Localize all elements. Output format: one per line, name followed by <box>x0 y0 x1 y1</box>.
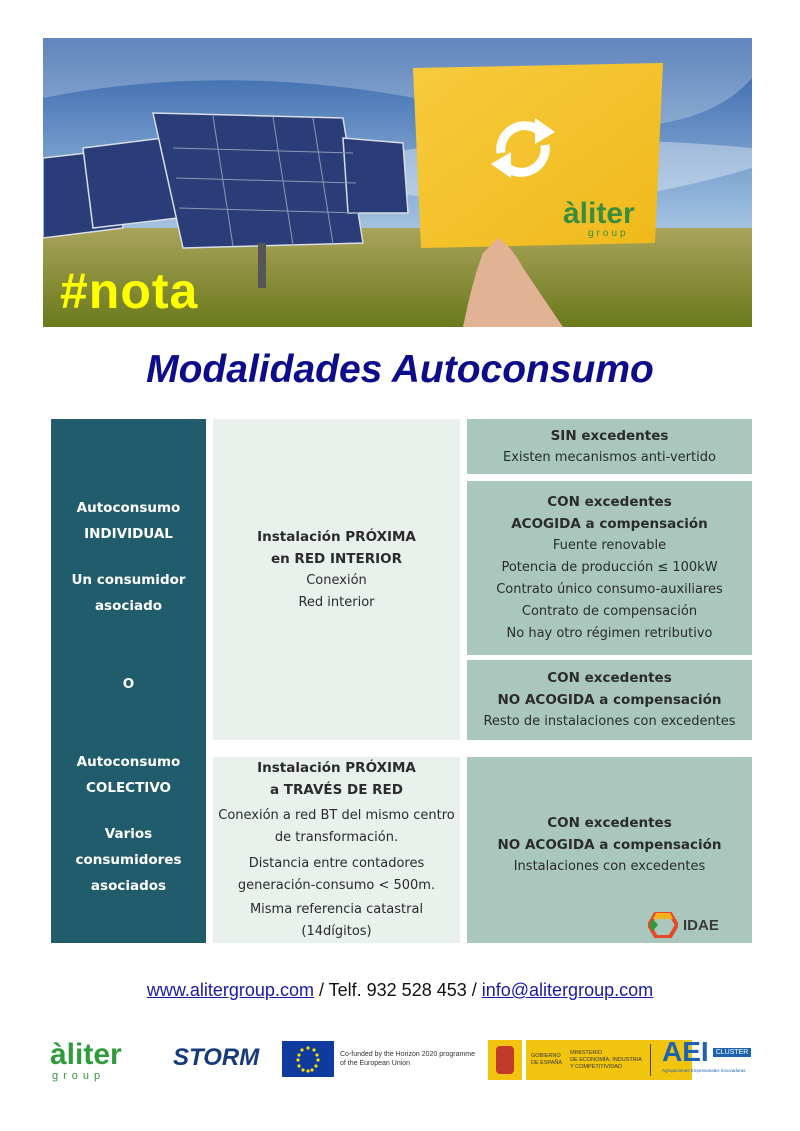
contact-line: www.alitergroup.com / Telf. 932 528 453 / info@alitergroup.com <box>146 980 654 1000</box>
colectivo-desc-2: asociados <box>90 878 167 894</box>
list-item: Potencia de producción ≤ 100kW <box>501 560 718 575</box>
list-item: Contrato único consumo-auxiliares <box>496 582 723 597</box>
left-column <box>51 419 206 943</box>
colectivo-desc-1: Varios consumidores <box>75 826 182 868</box>
hashtag-label: #nota <box>60 263 199 319</box>
sin-excedentes: SIN excedentes Existen mecanismos anti-vertido <box>467 419 752 474</box>
spain-coat-of-arms-icon <box>488 1040 522 1080</box>
email-link[interactable]: info@alitergroup.com <box>481 980 654 1000</box>
list-item: No hay otro régimen retributivo <box>506 626 713 641</box>
page-title: Modalidades Autoconsumo <box>146 348 654 391</box>
eu-horizon-logo: Co-funded by the Horizon 2020 programme of the European Union <box>282 1041 475 1077</box>
colectivo-label-2: COLECTIVO <box>85 780 172 796</box>
individual-label-2: INDIVIDUAL <box>84 526 173 542</box>
individual-desc-2: asociado <box>94 598 163 614</box>
svg-text:group: group <box>588 228 629 239</box>
idae-hex-icon <box>648 912 678 938</box>
aei-cluster-logo: AEI CLUSTER Agrupaciones Empresariales Innovadoras <box>662 1038 751 1075</box>
list-item: Contrato de compensación <box>521 604 698 619</box>
eu-flag-icon <box>282 1041 334 1077</box>
colectivo-con-excedentes: CON excedentes NO ACOGIDA a compensación Instalaciones con excedentes <box>467 757 752 943</box>
website-link[interactable]: www.alitergroup.com <box>146 980 314 1000</box>
con-excedentes-no-acogida: CON excedentes NO ACOGIDA a compensación Resto de instalaciones con excedentes <box>467 660 752 740</box>
instalacion-red-interior: Instalación PRÓXIMA en RED INTERIOR Conexión Red interior <box>213 419 460 740</box>
colectivo-label-1: Autoconsumo <box>76 754 181 770</box>
or-label: O <box>122 676 135 692</box>
card-logo-text: àliter <box>563 197 635 230</box>
aliter-group-logo: àliter group <box>50 1038 122 1082</box>
storm-logo: STORM <box>173 1044 260 1071</box>
individual-label-1: Autoconsumo <box>76 500 181 516</box>
gobierno-espana-logo: GOBIERNO DE ESPAÑA MINISTERIO DE ECONOMÍA, INDUSTRIA Y COMPETITIVIDAD <box>488 1039 692 1081</box>
con-excedentes-acogida: CON excedentes ACOGIDA a compensación Fuente renovable Potencia de producción ≤ 100kW Contrato único consumo-auxiliares Contrato de compensación No hay otro régimen retributivo <box>467 481 752 655</box>
idae-logo: IDAE <box>648 912 719 938</box>
instalacion-traves-de-red: Instalación PRÓXIMA a TRAVÉS DE RED Conexión a red BT del mismo centro de transformación. Distancia entre contadores generación-consumo < 500m. Misma referencia catastral (14dígitos) <box>213 757 460 943</box>
individual-desc-1: Un consumidor <box>71 572 186 588</box>
list-item: Fuente renovable <box>552 538 667 553</box>
